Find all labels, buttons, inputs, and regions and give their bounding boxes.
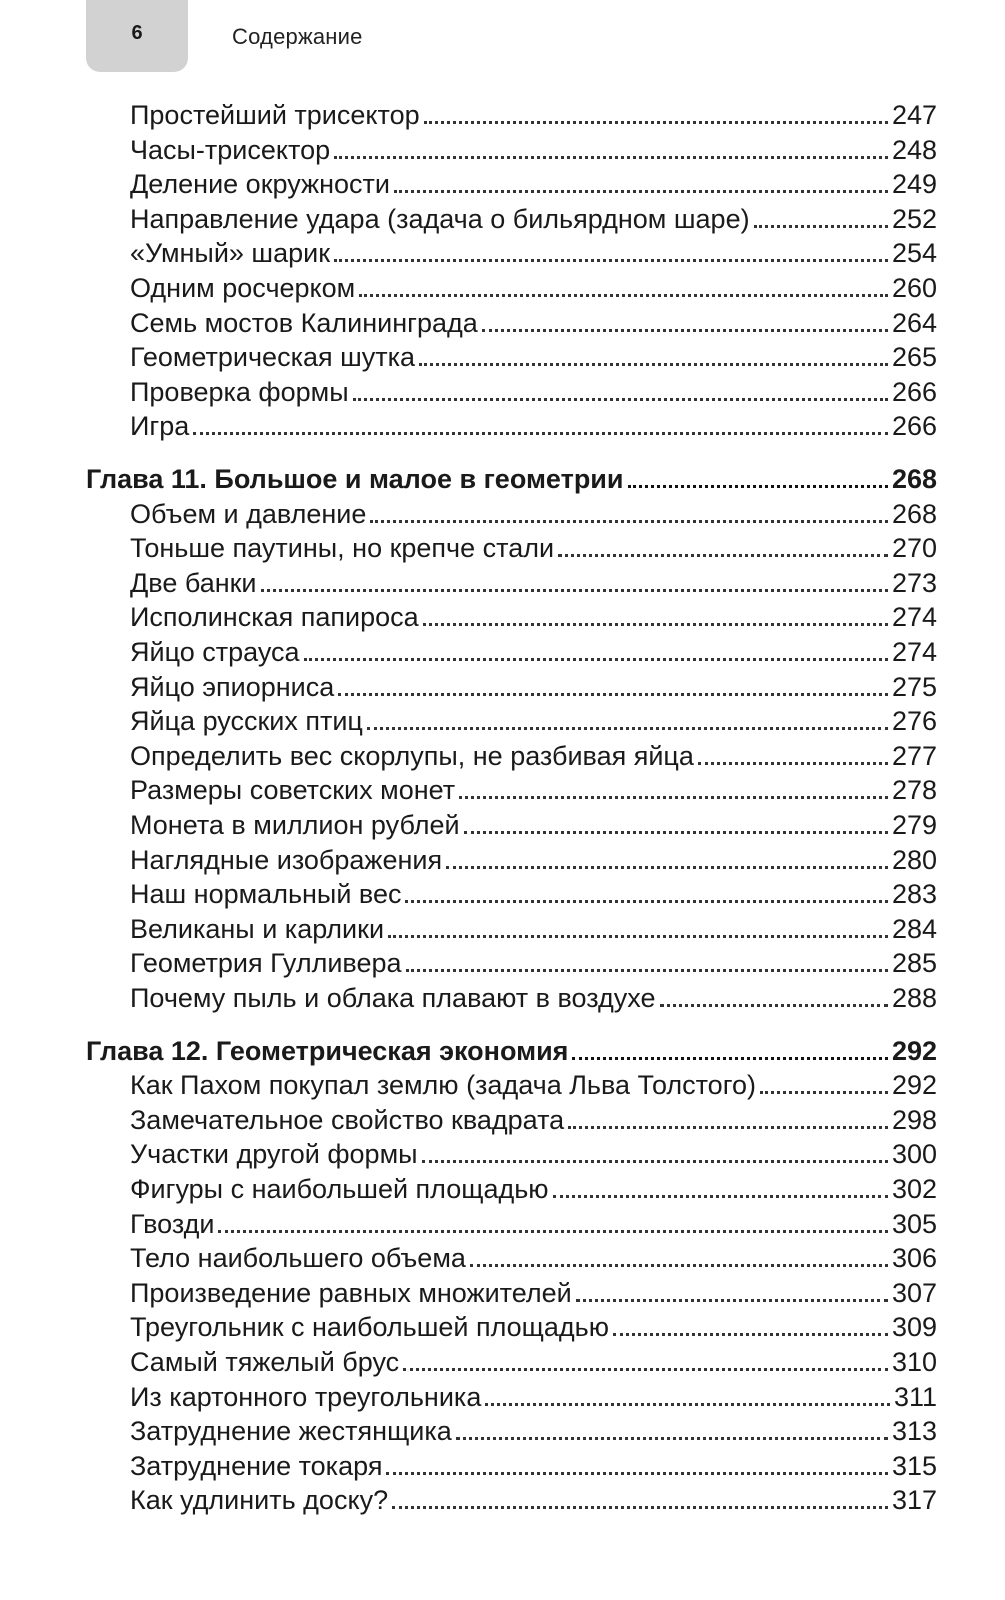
dot-leader <box>394 190 888 193</box>
entry-page-number: 266 <box>891 411 937 442</box>
toc-entry-row[interactable] <box>130 706 937 740</box>
entry-title: Объем и давление <box>130 498 367 529</box>
toc-entry-row[interactable] <box>130 238 937 272</box>
dot-leader <box>334 156 888 159</box>
toc-entry-row[interactable] <box>130 1382 937 1416</box>
entry-title: Наглядные изображения <box>130 844 443 875</box>
entry-page-number: 298 <box>891 1104 937 1135</box>
entry-page-number: 252 <box>891 203 937 234</box>
dot-leader <box>419 363 888 366</box>
running-header-title: Содержание <box>232 24 363 49</box>
toc-entry-row[interactable] <box>130 377 937 411</box>
entry-page-number: 268 <box>891 498 937 529</box>
entry-page-number: 254 <box>891 238 937 269</box>
toc-entry-row[interactable] <box>130 914 937 948</box>
entry-title: Исполинская папироса <box>130 602 419 633</box>
toc-entry-row[interactable] <box>130 1243 937 1277</box>
entry-title: Деление окружности <box>130 169 390 200</box>
dot-leader <box>424 121 888 124</box>
toc-entry-row[interactable] <box>130 1416 937 1450</box>
dot-leader <box>459 796 888 799</box>
entry-title: Направление удара (задача о бильярдном шаре) <box>130 203 750 234</box>
toc-entry-row[interactable] <box>130 1347 937 1381</box>
toc-entry-row[interactable] <box>130 1070 937 1104</box>
entry-page-number: 283 <box>891 879 937 910</box>
entry-title: Почему пыль и облака плавают в воздухе <box>130 983 656 1013</box>
entry-title: Тело наибольшего объема <box>130 1243 466 1274</box>
dot-leader <box>338 693 888 696</box>
dot-leader <box>760 1091 888 1094</box>
toc-entry-row[interactable] <box>130 273 937 307</box>
toc-entry-row[interactable] <box>130 879 937 913</box>
toc-entry-row[interactable] <box>130 342 937 376</box>
toc-entry-row[interactable] <box>130 499 937 533</box>
toc-entry-row[interactable] <box>130 135 937 169</box>
dot-leader <box>353 398 888 401</box>
entry-page-number: 307 <box>891 1277 937 1308</box>
dot-leader <box>406 969 888 972</box>
dot-leader <box>553 1195 888 1198</box>
entry-page-number: 306 <box>891 1243 937 1274</box>
entry-page-number: 310 <box>891 1347 937 1377</box>
entry-title: Участки другой формы <box>130 1139 418 1170</box>
dot-leader <box>754 225 888 228</box>
toc-entry-row[interactable] <box>130 169 937 203</box>
entry-page-number: 270 <box>891 533 937 564</box>
dot-leader <box>613 1333 888 1336</box>
entry-title: Как Пахом покупал землю (задача Льва Толстого) <box>130 1070 756 1101</box>
toc-entry-row[interactable] <box>130 741 937 775</box>
entry-page-number: 248 <box>891 134 937 165</box>
toc-entry-row[interactable] <box>130 1209 937 1243</box>
dot-leader <box>359 294 888 297</box>
dot-leader <box>464 831 888 834</box>
entry-title: Наш нормальный вес <box>130 879 402 910</box>
toc-entry-row[interactable] <box>130 1312 937 1346</box>
toc-entry-row[interactable] <box>130 100 937 134</box>
toc-entry-row[interactable] <box>130 308 937 342</box>
entry-title: Одним росчерком <box>130 273 356 303</box>
dot-leader <box>558 554 888 557</box>
chapter-page-number: 292 <box>891 1035 937 1066</box>
dot-leader <box>423 623 888 626</box>
entry-page-number: 264 <box>891 307 937 338</box>
entry-page-number: 317 <box>891 1485 937 1516</box>
entry-page-number: 273 <box>891 567 937 598</box>
toc-entry-row[interactable] <box>130 1451 937 1485</box>
entry-page-number: 278 <box>891 775 937 806</box>
dot-leader <box>422 1160 888 1163</box>
toc-entry-row[interactable] <box>130 983 937 1017</box>
entry-page-number: 313 <box>891 1416 937 1447</box>
entry-page-number: 288 <box>891 983 937 1013</box>
toc-entry-row[interactable] <box>130 1485 937 1519</box>
entry-title: Яйцо страуса <box>130 637 300 667</box>
dot-leader <box>446 866 888 869</box>
dot-leader <box>405 900 887 903</box>
entry-page-number: 280 <box>891 844 937 875</box>
toc-entry-row[interactable] <box>130 1105 937 1139</box>
dot-leader <box>568 1126 888 1129</box>
toc-entry-row[interactable] <box>130 204 937 238</box>
dot-leader <box>403 1368 888 1371</box>
entry-page-number: 260 <box>891 273 937 303</box>
toc-entry-row[interactable] <box>130 1139 937 1173</box>
toc-entry-row[interactable] <box>130 775 937 809</box>
entry-page-number: 285 <box>891 948 937 979</box>
entry-page-number: 305 <box>891 1208 937 1239</box>
dot-leader <box>193 432 888 435</box>
dot-leader <box>218 1230 887 1233</box>
entry-title: Из картонного треугольника <box>130 1381 482 1412</box>
dot-leader <box>367 727 888 730</box>
chapter-page-number: 268 <box>891 464 937 494</box>
entry-title: Определить вес скорлупы, не разбивая яйца <box>130 740 694 771</box>
entry-page-number: 247 <box>891 100 937 130</box>
dot-leader <box>660 1004 888 1007</box>
toc-entry-row[interactable] <box>130 411 937 445</box>
entry-page-number: 266 <box>891 376 937 407</box>
dot-leader <box>572 1057 888 1060</box>
entry-title: Яйцо эпиорниса <box>130 671 335 702</box>
entry-title: Игра <box>130 411 190 442</box>
dot-leader <box>698 762 888 765</box>
toc-entry-row[interactable] <box>130 810 937 844</box>
entry-page-number: 249 <box>891 169 937 200</box>
entry-title: Произведение равных множителей <box>130 1277 572 1308</box>
entry-title: Яйца русских птиц <box>130 706 363 737</box>
entry-page-number: 276 <box>891 706 937 737</box>
entry-title: Простейший трисектор <box>130 100 420 130</box>
toc-entry-row[interactable] <box>130 948 937 982</box>
entry-title: Часы-трисектор <box>130 134 331 165</box>
dot-leader <box>576 1299 888 1302</box>
dot-leader <box>388 935 888 938</box>
entry-title: Размеры советских монет <box>130 775 456 806</box>
entry-page-number: 274 <box>891 602 937 633</box>
entry-title: Геометрическая шутка <box>130 342 416 373</box>
entry-page-number: 279 <box>891 810 937 840</box>
entry-title: Гвозди <box>130 1208 215 1239</box>
dot-leader <box>334 259 888 262</box>
entry-page-number: 309 <box>891 1312 937 1343</box>
entry-page-number: 284 <box>891 913 937 944</box>
entry-title: Две банки <box>130 567 257 598</box>
chapter-title: Глава 12. Геометрическая экономия <box>86 1035 569 1066</box>
entry-title: Монета в миллион рублей <box>130 810 460 840</box>
toc-entry-row[interactable] <box>130 602 937 636</box>
entry-title: Семь мостов Калининграда <box>130 307 478 338</box>
chapter-title: Глава 11. Большое и малое в геометрии <box>86 464 624 494</box>
dot-leader <box>386 1472 887 1475</box>
entry-page-number: 300 <box>891 1139 937 1170</box>
entry-title: Тоньше паутины, но крепче стали <box>130 533 555 564</box>
entry-title: Великаны и карлики <box>130 913 385 944</box>
dot-leader <box>392 1506 888 1509</box>
entry-page-number: 311 <box>893 1381 937 1412</box>
toc-entry-row[interactable] <box>130 637 937 671</box>
chapter-row[interactable] <box>86 464 937 498</box>
dot-leader <box>304 658 888 661</box>
chapter-row[interactable] <box>86 1036 937 1070</box>
page-number-tab <box>86 0 188 72</box>
entry-title: Треугольник с наибольшей площадью <box>130 1312 609 1343</box>
page-number: 6 <box>131 21 143 44</box>
toc-entry-row[interactable] <box>130 568 937 602</box>
toc-entry-row[interactable] <box>130 1174 937 1208</box>
entry-page-number: 302 <box>891 1174 937 1204</box>
dot-leader <box>456 1437 888 1440</box>
entry-page-number: 292 <box>891 1070 937 1101</box>
entry-title: Как удлинить доску? <box>130 1485 389 1516</box>
entry-title: Геометрия Гулливера <box>130 948 402 979</box>
entry-title: Затруднение жестянщика <box>130 1416 452 1447</box>
toc-entry-row[interactable] <box>130 533 937 567</box>
dot-leader <box>628 485 888 488</box>
entry-title: Затруднение токаря <box>130 1450 383 1481</box>
entry-title: Самый тяжелый брус <box>130 1347 400 1377</box>
dot-leader <box>470 1264 888 1267</box>
toc-entry-row[interactable] <box>130 1278 937 1312</box>
dot-leader <box>482 329 888 332</box>
entry-title: «Умный» шарик <box>130 238 331 269</box>
dot-leader <box>261 589 888 592</box>
entry-page-number: 265 <box>891 342 937 373</box>
entry-title: Замечательное свойство квадрата <box>130 1104 565 1135</box>
dot-leader <box>370 520 888 523</box>
entry-page-number: 274 <box>891 637 937 667</box>
entry-page-number: 277 <box>891 740 937 771</box>
dot-leader <box>485 1403 890 1406</box>
entry-title: Фигуры с наибольшей площадью <box>130 1174 549 1204</box>
entry-page-number: 315 <box>891 1450 937 1481</box>
entry-page-number: 275 <box>891 671 937 702</box>
toc-entry-row[interactable] <box>130 845 937 879</box>
entry-title: Проверка формы <box>130 376 349 407</box>
toc-entry-row[interactable] <box>130 672 937 706</box>
